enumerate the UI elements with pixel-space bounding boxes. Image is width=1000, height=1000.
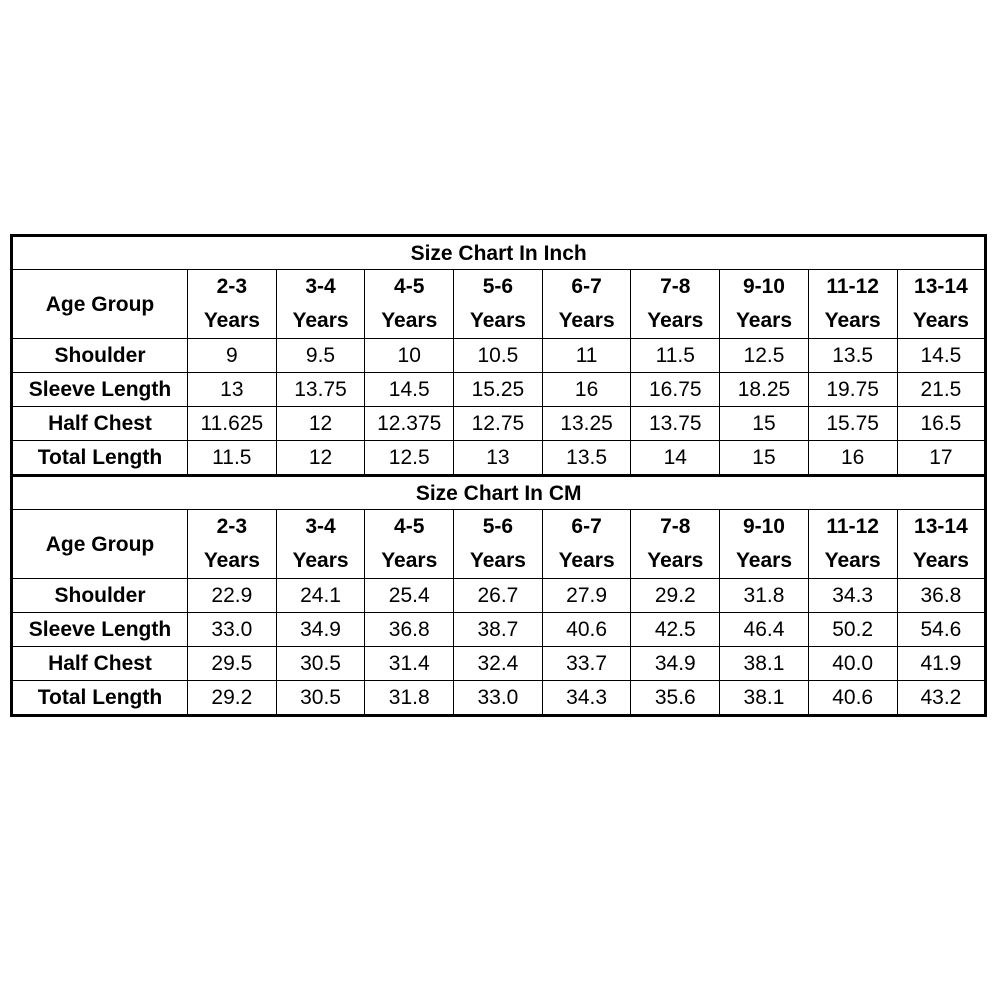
measurement-value: 17 <box>897 441 986 476</box>
measurement-value: 33.7 <box>542 647 631 681</box>
table-row <box>12 613 986 647</box>
table-row <box>12 373 986 407</box>
age-group-header-cell <box>808 270 897 339</box>
measurement-label: Sleeve Length <box>12 373 188 407</box>
measurement-label: Total Length <box>12 681 188 716</box>
age-unit-text: Years <box>381 309 438 332</box>
age-range-text: 13-14 <box>914 515 968 538</box>
measurement-value: 15 <box>720 407 809 441</box>
measurement-value: 31.8 <box>720 579 809 613</box>
measurement-value: 12.5 <box>720 339 809 373</box>
measurement-value: 43.2 <box>897 681 986 716</box>
measurement-value: 18.25 <box>720 373 809 407</box>
age-unit-text: Years <box>292 549 349 572</box>
measurement-value: 29.5 <box>188 647 277 681</box>
measurement-value: 15.25 <box>454 373 543 407</box>
measurement-label: Shoulder <box>12 579 188 613</box>
section-title-row-cm <box>12 476 986 510</box>
measurement-value: 16 <box>542 373 631 407</box>
age-unit-text: Years <box>292 309 349 332</box>
measurement-value: 13.5 <box>808 339 897 373</box>
measurement-value: 40.0 <box>808 647 897 681</box>
age-group-header-cell <box>276 270 365 339</box>
section-title-cm: Size Chart In CM <box>12 476 986 510</box>
measurement-value: 42.5 <box>631 613 720 647</box>
measurement-value: 38.1 <box>720 647 809 681</box>
age-group-header-cell <box>542 270 631 339</box>
age-group-header-cell <box>897 270 986 339</box>
age-range-text: 11-12 <box>826 275 879 298</box>
measurement-value: 12.375 <box>365 407 454 441</box>
age-range-text: 7-8 <box>660 275 691 298</box>
table-row <box>12 407 986 441</box>
measurement-value: 9 <box>188 339 277 373</box>
age-unit-text: Years <box>735 309 792 332</box>
measurement-value: 16 <box>808 441 897 476</box>
table-row <box>12 681 986 716</box>
measurement-value: 32.4 <box>454 647 543 681</box>
measurement-value: 21.5 <box>897 373 986 407</box>
age-unit-text: Years <box>203 549 260 572</box>
measurement-value: 10 <box>365 339 454 373</box>
age-range-text: 6-7 <box>571 275 602 298</box>
measurement-label: Shoulder <box>12 339 188 373</box>
table-row <box>12 339 986 373</box>
measurement-value: 36.8 <box>897 579 986 613</box>
age-group-header-label: Age Group <box>12 510 188 579</box>
age-range-text: 9-10 <box>742 275 785 298</box>
measurement-value: 10.5 <box>454 339 543 373</box>
age-group-header-cell <box>720 270 809 339</box>
age-range-text: 3-4 <box>305 275 336 298</box>
measurement-label: Half Chest <box>12 647 188 681</box>
measurement-value: 16.75 <box>631 373 720 407</box>
measurement-value: 13 <box>188 373 277 407</box>
measurement-value: 34.9 <box>631 647 720 681</box>
measurement-value: 12.5 <box>365 441 454 476</box>
measurement-value: 33.0 <box>188 613 277 647</box>
measurement-value: 29.2 <box>631 579 720 613</box>
measurement-value: 14 <box>631 441 720 476</box>
age-group-header-cell <box>454 510 543 579</box>
measurement-value: 29.2 <box>188 681 277 716</box>
measurement-value: 16.5 <box>897 407 986 441</box>
table-row <box>12 647 986 681</box>
age-unit-text: Years <box>469 549 526 572</box>
age-group-header-cell <box>188 270 277 339</box>
measurement-value: 13.75 <box>631 407 720 441</box>
age-group-header-cell <box>808 510 897 579</box>
age-group-header-cell <box>365 270 454 339</box>
measurement-value: 12 <box>276 407 365 441</box>
age-range-text: 5-6 <box>482 515 514 538</box>
measurement-value: 40.6 <box>808 681 897 716</box>
age-unit-text: Years <box>647 309 704 332</box>
measurement-value: 31.8 <box>365 681 454 716</box>
age-range-text: 4-5 <box>394 275 425 298</box>
measurement-value: 34.3 <box>542 681 631 716</box>
measurement-label: Sleeve Length <box>12 613 188 647</box>
age-unit-text: Years <box>912 549 969 572</box>
measurement-label: Half Chest <box>12 407 188 441</box>
measurement-value: 25.4 <box>365 579 454 613</box>
measurement-value: 35.6 <box>631 681 720 716</box>
measurement-value: 11.5 <box>188 441 277 476</box>
age-range-text: 9-10 <box>742 515 785 538</box>
age-group-header-cell <box>631 270 720 339</box>
measurement-value: 13.25 <box>542 407 631 441</box>
age-group-header-cell <box>276 510 365 579</box>
measurement-value: 11.5 <box>631 339 720 373</box>
size-chart-table <box>10 234 987 717</box>
table-row <box>12 441 986 476</box>
measurement-value: 15 <box>720 441 809 476</box>
age-group-header-cell <box>188 510 277 579</box>
measurement-value: 12.75 <box>454 407 543 441</box>
age-range-text: 11-12 <box>826 515 879 538</box>
age-unit-text: Years <box>203 309 260 332</box>
table-row <box>12 579 986 613</box>
age-group-header-cell <box>631 510 720 579</box>
section-title-row-inch <box>12 236 986 270</box>
measurement-value: 54.6 <box>897 613 986 647</box>
measurement-value: 41.9 <box>897 647 986 681</box>
measurement-value: 13.5 <box>542 441 631 476</box>
measurement-value: 15.75 <box>808 407 897 441</box>
age-range-text: 2-3 <box>216 275 248 298</box>
measurement-value: 22.9 <box>188 579 277 613</box>
age-group-header-label: Age Group <box>12 270 188 339</box>
measurement-value: 13 <box>454 441 543 476</box>
measurement-value: 24.1 <box>276 579 365 613</box>
age-range-text: 13-14 <box>914 275 968 298</box>
age-unit-text: Years <box>824 549 881 572</box>
measurement-value: 30.5 <box>276 681 365 716</box>
age-unit-text: Years <box>735 549 792 572</box>
measurement-value: 33.0 <box>454 681 543 716</box>
measurement-value: 26.7 <box>454 579 543 613</box>
measurement-value: 31.4 <box>365 647 454 681</box>
measurement-value: 27.9 <box>542 579 631 613</box>
measurement-value: 14.5 <box>365 373 454 407</box>
age-group-header-row-cm <box>12 510 986 579</box>
measurement-value: 46.4 <box>720 613 809 647</box>
age-unit-text: Years <box>558 309 615 332</box>
measurement-value: 40.6 <box>542 613 631 647</box>
measurement-label: Total Length <box>12 441 188 476</box>
measurement-value: 11 <box>542 339 631 373</box>
age-group-header-cell <box>720 510 809 579</box>
age-unit-text: Years <box>381 549 438 572</box>
age-group-header-row-inch <box>12 270 986 339</box>
age-group-header-cell <box>454 270 543 339</box>
age-group-header-cell <box>542 510 631 579</box>
measurement-value: 14.5 <box>897 339 986 373</box>
age-group-header-cell <box>365 510 454 579</box>
measurement-value: 34.9 <box>276 613 365 647</box>
age-range-text: 2-3 <box>216 515 248 538</box>
age-unit-text: Years <box>647 549 704 572</box>
age-unit-text: Years <box>912 309 969 332</box>
size-chart-body <box>12 236 986 716</box>
measurement-value: 19.75 <box>808 373 897 407</box>
age-group-header-cell <box>897 510 986 579</box>
measurement-value: 9.5 <box>276 339 365 373</box>
age-range-text: 5-6 <box>482 275 514 298</box>
measurement-value: 34.3 <box>808 579 897 613</box>
section-title-inch: Size Chart In Inch <box>12 236 986 270</box>
age-unit-text: Years <box>469 309 526 332</box>
measurement-value: 36.8 <box>365 613 454 647</box>
measurement-value: 38.1 <box>720 681 809 716</box>
measurement-value: 12 <box>276 441 365 476</box>
age-unit-text: Years <box>824 309 881 332</box>
measurement-value: 38.7 <box>454 613 543 647</box>
age-unit-text: Years <box>558 549 615 572</box>
age-range-text: 6-7 <box>571 515 602 538</box>
measurement-value: 50.2 <box>808 613 897 647</box>
measurement-value: 30.5 <box>276 647 365 681</box>
age-range-text: 4-5 <box>394 515 425 538</box>
age-range-text: 7-8 <box>660 515 691 538</box>
measurement-value: 13.75 <box>276 373 365 407</box>
measurement-value: 11.625 <box>188 407 277 441</box>
age-range-text: 3-4 <box>305 515 336 538</box>
